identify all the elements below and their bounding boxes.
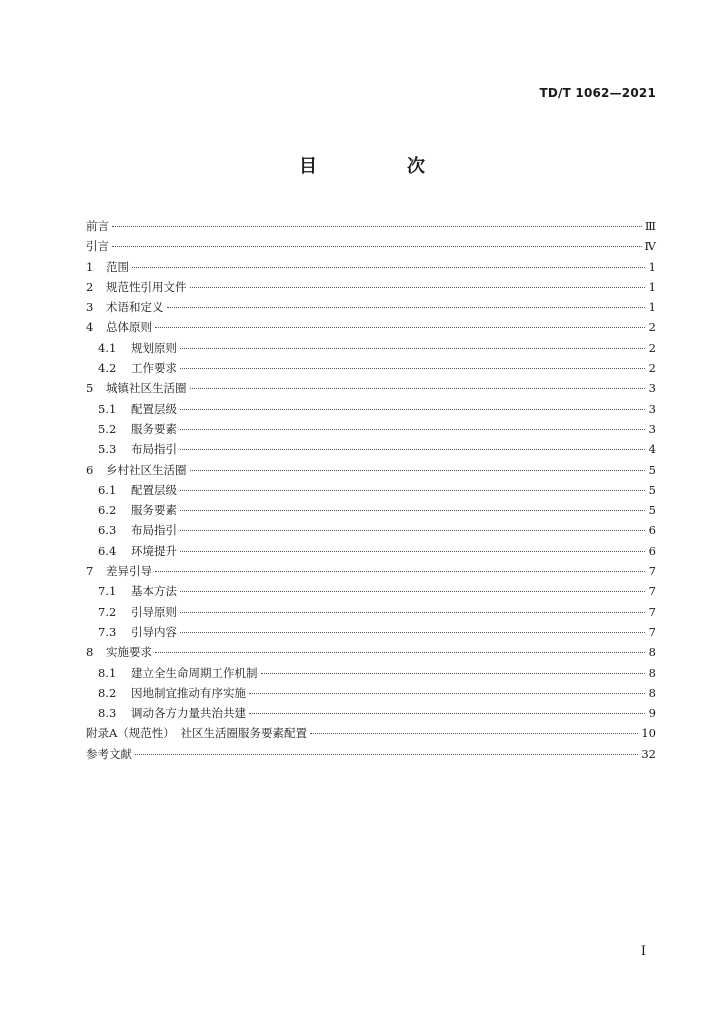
toc-entry-number: 6 xyxy=(86,462,94,477)
toc-entry-page: 8 xyxy=(648,665,656,680)
toc-entry[interactable] xyxy=(86,683,656,703)
toc-entry[interactable] xyxy=(86,541,656,561)
toc-entry[interactable] xyxy=(86,581,656,601)
toc-entry-label: 总体原则 xyxy=(106,320,152,335)
toc-leader-dots xyxy=(167,307,646,308)
toc-entry[interactable] xyxy=(86,561,656,581)
toc-leader-dots xyxy=(310,733,638,734)
toc-entry-page: 5 xyxy=(648,462,656,477)
toc-entry[interactable] xyxy=(86,358,656,378)
toc-leader-dots xyxy=(135,754,638,755)
toc-entry-label: 服务要素 xyxy=(131,421,177,436)
toc-leader-dots xyxy=(180,449,645,450)
toc-entry[interactable] xyxy=(86,622,656,642)
toc-entry-label: 实施要求 xyxy=(106,645,152,660)
toc-entry-number: 8.2 xyxy=(98,685,117,700)
toc-entry-label: 基本方法 xyxy=(131,584,177,599)
toc-entry[interactable] xyxy=(86,723,656,743)
toc-leader-dots xyxy=(155,652,645,653)
toc-entry-number: 8 xyxy=(86,645,94,660)
toc-entry-number: 4.1 xyxy=(98,340,117,355)
toc-entry-page: 9 xyxy=(648,706,656,721)
toc-entry[interactable] xyxy=(86,439,656,459)
toc-entry-number: 6.4 xyxy=(98,543,117,558)
toc-entry-page: Ⅲ xyxy=(644,219,656,233)
toc-entry-label: 差异引导 xyxy=(106,564,152,579)
toc-entry[interactable] xyxy=(86,419,656,439)
toc-leader-dots xyxy=(180,429,645,430)
toc-entry[interactable] xyxy=(86,520,656,540)
toc-entry-label: 配置层级 xyxy=(131,401,177,416)
toc-entry[interactable] xyxy=(86,460,656,480)
toc-entry-page: 5 xyxy=(648,482,656,497)
toc-leader-dots xyxy=(180,409,645,410)
toc-entry[interactable] xyxy=(86,663,656,683)
toc-entry-number: 7 xyxy=(86,564,94,579)
toc-entry-page: 7 xyxy=(648,604,656,619)
toc-entry-number: 3 xyxy=(86,300,94,315)
toc-entry[interactable] xyxy=(86,642,656,662)
toc-entry-page: 7 xyxy=(648,564,656,579)
page-number: I xyxy=(640,944,646,959)
toc-entry-page: 2 xyxy=(648,340,656,355)
toc-leader-dots xyxy=(249,713,645,714)
toc-entry-label: 规范性引用文件 xyxy=(106,279,187,294)
toc-entry-page: 1 xyxy=(648,279,656,294)
toc-leader-dots xyxy=(180,348,645,349)
toc-leader-dots xyxy=(190,470,646,471)
toc-leader-dots xyxy=(190,287,646,288)
toc-entry-number: 4.2 xyxy=(98,361,117,376)
toc-entry-label: 配置层级 xyxy=(131,482,177,497)
toc-entry-number: 6.3 xyxy=(98,523,117,538)
toc-entry-label: 服务要素 xyxy=(131,503,177,518)
toc-entry-label: 因地制宜推动有序实施 xyxy=(131,685,246,700)
toc-leader-dots xyxy=(180,551,645,552)
toc-entry[interactable] xyxy=(86,277,656,297)
toc-leader-dots xyxy=(249,693,645,694)
toc-entry-label: 引导原则 xyxy=(131,604,177,619)
toc-entry-page: 10 xyxy=(641,726,656,741)
toc-entry[interactable] xyxy=(86,257,656,277)
toc-entry[interactable] xyxy=(86,480,656,500)
toc-entry-label: 城镇社区生活圈 xyxy=(106,381,187,396)
toc-entry-number: 5.3 xyxy=(98,442,117,457)
toc-leader-dots xyxy=(155,571,645,572)
toc-entry-page: 32 xyxy=(641,746,656,761)
toc-entry-page: 2 xyxy=(648,361,656,376)
toc-entry-page: 3 xyxy=(648,381,656,396)
toc-leader-dots xyxy=(112,246,642,247)
toc-entry-label: 规划原则 xyxy=(131,340,177,355)
toc-entry-number: 7.3 xyxy=(98,624,117,639)
toc-entry-number: 8.1 xyxy=(98,665,117,680)
toc-entry[interactable] xyxy=(86,378,656,398)
toc-entry-label: 建立全生命周期工作机制 xyxy=(131,665,258,680)
toc-leader-dots xyxy=(180,612,645,613)
toc-entry-number: 6.2 xyxy=(98,503,117,518)
toc-entry[interactable] xyxy=(86,317,656,337)
toc-entry-page: 6 xyxy=(648,523,656,538)
toc-entry-page: 8 xyxy=(648,685,656,700)
toc-entry-label: 范围 xyxy=(106,259,129,274)
toc-leader-dots xyxy=(155,327,645,328)
toc-entry[interactable] xyxy=(86,216,656,236)
toc-entry-page: 1 xyxy=(648,300,656,315)
toc-entry-number: 2 xyxy=(86,279,94,294)
toc-entry-page: Ⅳ xyxy=(644,239,656,254)
toc-entry[interactable] xyxy=(86,297,656,317)
toc-entry-label: 前言 xyxy=(86,219,109,233)
toc-entry-number: 7.2 xyxy=(98,604,117,619)
toc-entry-number: 8.3 xyxy=(98,706,117,721)
toc-entry-label: 参考文献 xyxy=(86,746,132,761)
toc-entry-page: 3 xyxy=(648,421,656,436)
toc-title: 目 次 xyxy=(299,156,461,177)
toc-entry-page: 5 xyxy=(648,503,656,518)
toc-entry[interactable] xyxy=(86,500,656,520)
toc-entry-label: 工作要求 xyxy=(131,361,177,376)
toc-entry-label: 布局指引 xyxy=(131,442,177,457)
toc-entry-page: 3 xyxy=(648,401,656,416)
toc-entry[interactable] xyxy=(86,338,656,358)
toc-entry-page: 7 xyxy=(648,584,656,599)
toc-entry-label: 调动各方力量共治共建 xyxy=(131,706,246,721)
toc-entry-number: 5.2 xyxy=(98,421,117,436)
toc-entry[interactable] xyxy=(86,744,656,764)
toc-entry-page: 8 xyxy=(648,645,656,660)
toc-entry-label: 引言 xyxy=(86,239,109,254)
toc-entry-page: 4 xyxy=(648,442,656,457)
toc-entry-label: 布局指引 xyxy=(131,523,177,538)
toc-entry-page: 2 xyxy=(648,320,656,335)
toc-entry-label: 环境提升 xyxy=(131,543,177,558)
toc-entry[interactable] xyxy=(86,602,656,622)
toc-entry-label: 术语和定义 xyxy=(106,300,164,315)
toc-leader-dots xyxy=(180,368,645,369)
toc-leader-dots xyxy=(190,388,646,389)
toc-entry-page: 6 xyxy=(648,543,656,558)
toc-entry-number: 1 xyxy=(86,259,94,274)
toc-leader-dots xyxy=(132,267,645,268)
toc-leader-dots xyxy=(180,632,645,633)
toc-entry-page: 1 xyxy=(648,259,656,274)
standard-code: TD/T 1062—2021 xyxy=(539,86,656,100)
toc-leader-dots xyxy=(180,530,645,531)
toc-entry-number: 7.1 xyxy=(98,584,117,599)
toc-leader-dots xyxy=(112,226,642,227)
toc-entry[interactable] xyxy=(86,236,656,256)
toc-entry-number: 5.1 xyxy=(98,401,117,416)
toc-entry-label: 引导内容 xyxy=(131,624,177,639)
toc-entry-label: 乡村社区生活圈 xyxy=(106,462,187,477)
toc-leader-dots xyxy=(180,510,645,511)
toc-entry-label: 附录A（规范性） 社区生活圈服务要素配置 xyxy=(86,726,308,741)
table-of-contents xyxy=(86,216,656,764)
toc-leader-dots xyxy=(180,490,645,491)
toc-entry-number: 5 xyxy=(86,381,94,396)
toc-entry-number: 4 xyxy=(86,320,94,335)
toc-entry-number: 6.1 xyxy=(98,482,117,497)
toc-entry[interactable] xyxy=(86,399,656,419)
toc-leader-dots xyxy=(261,673,646,674)
toc-entry[interactable] xyxy=(86,703,656,723)
toc-entry-page: 7 xyxy=(648,624,656,639)
toc-leader-dots xyxy=(180,591,645,592)
